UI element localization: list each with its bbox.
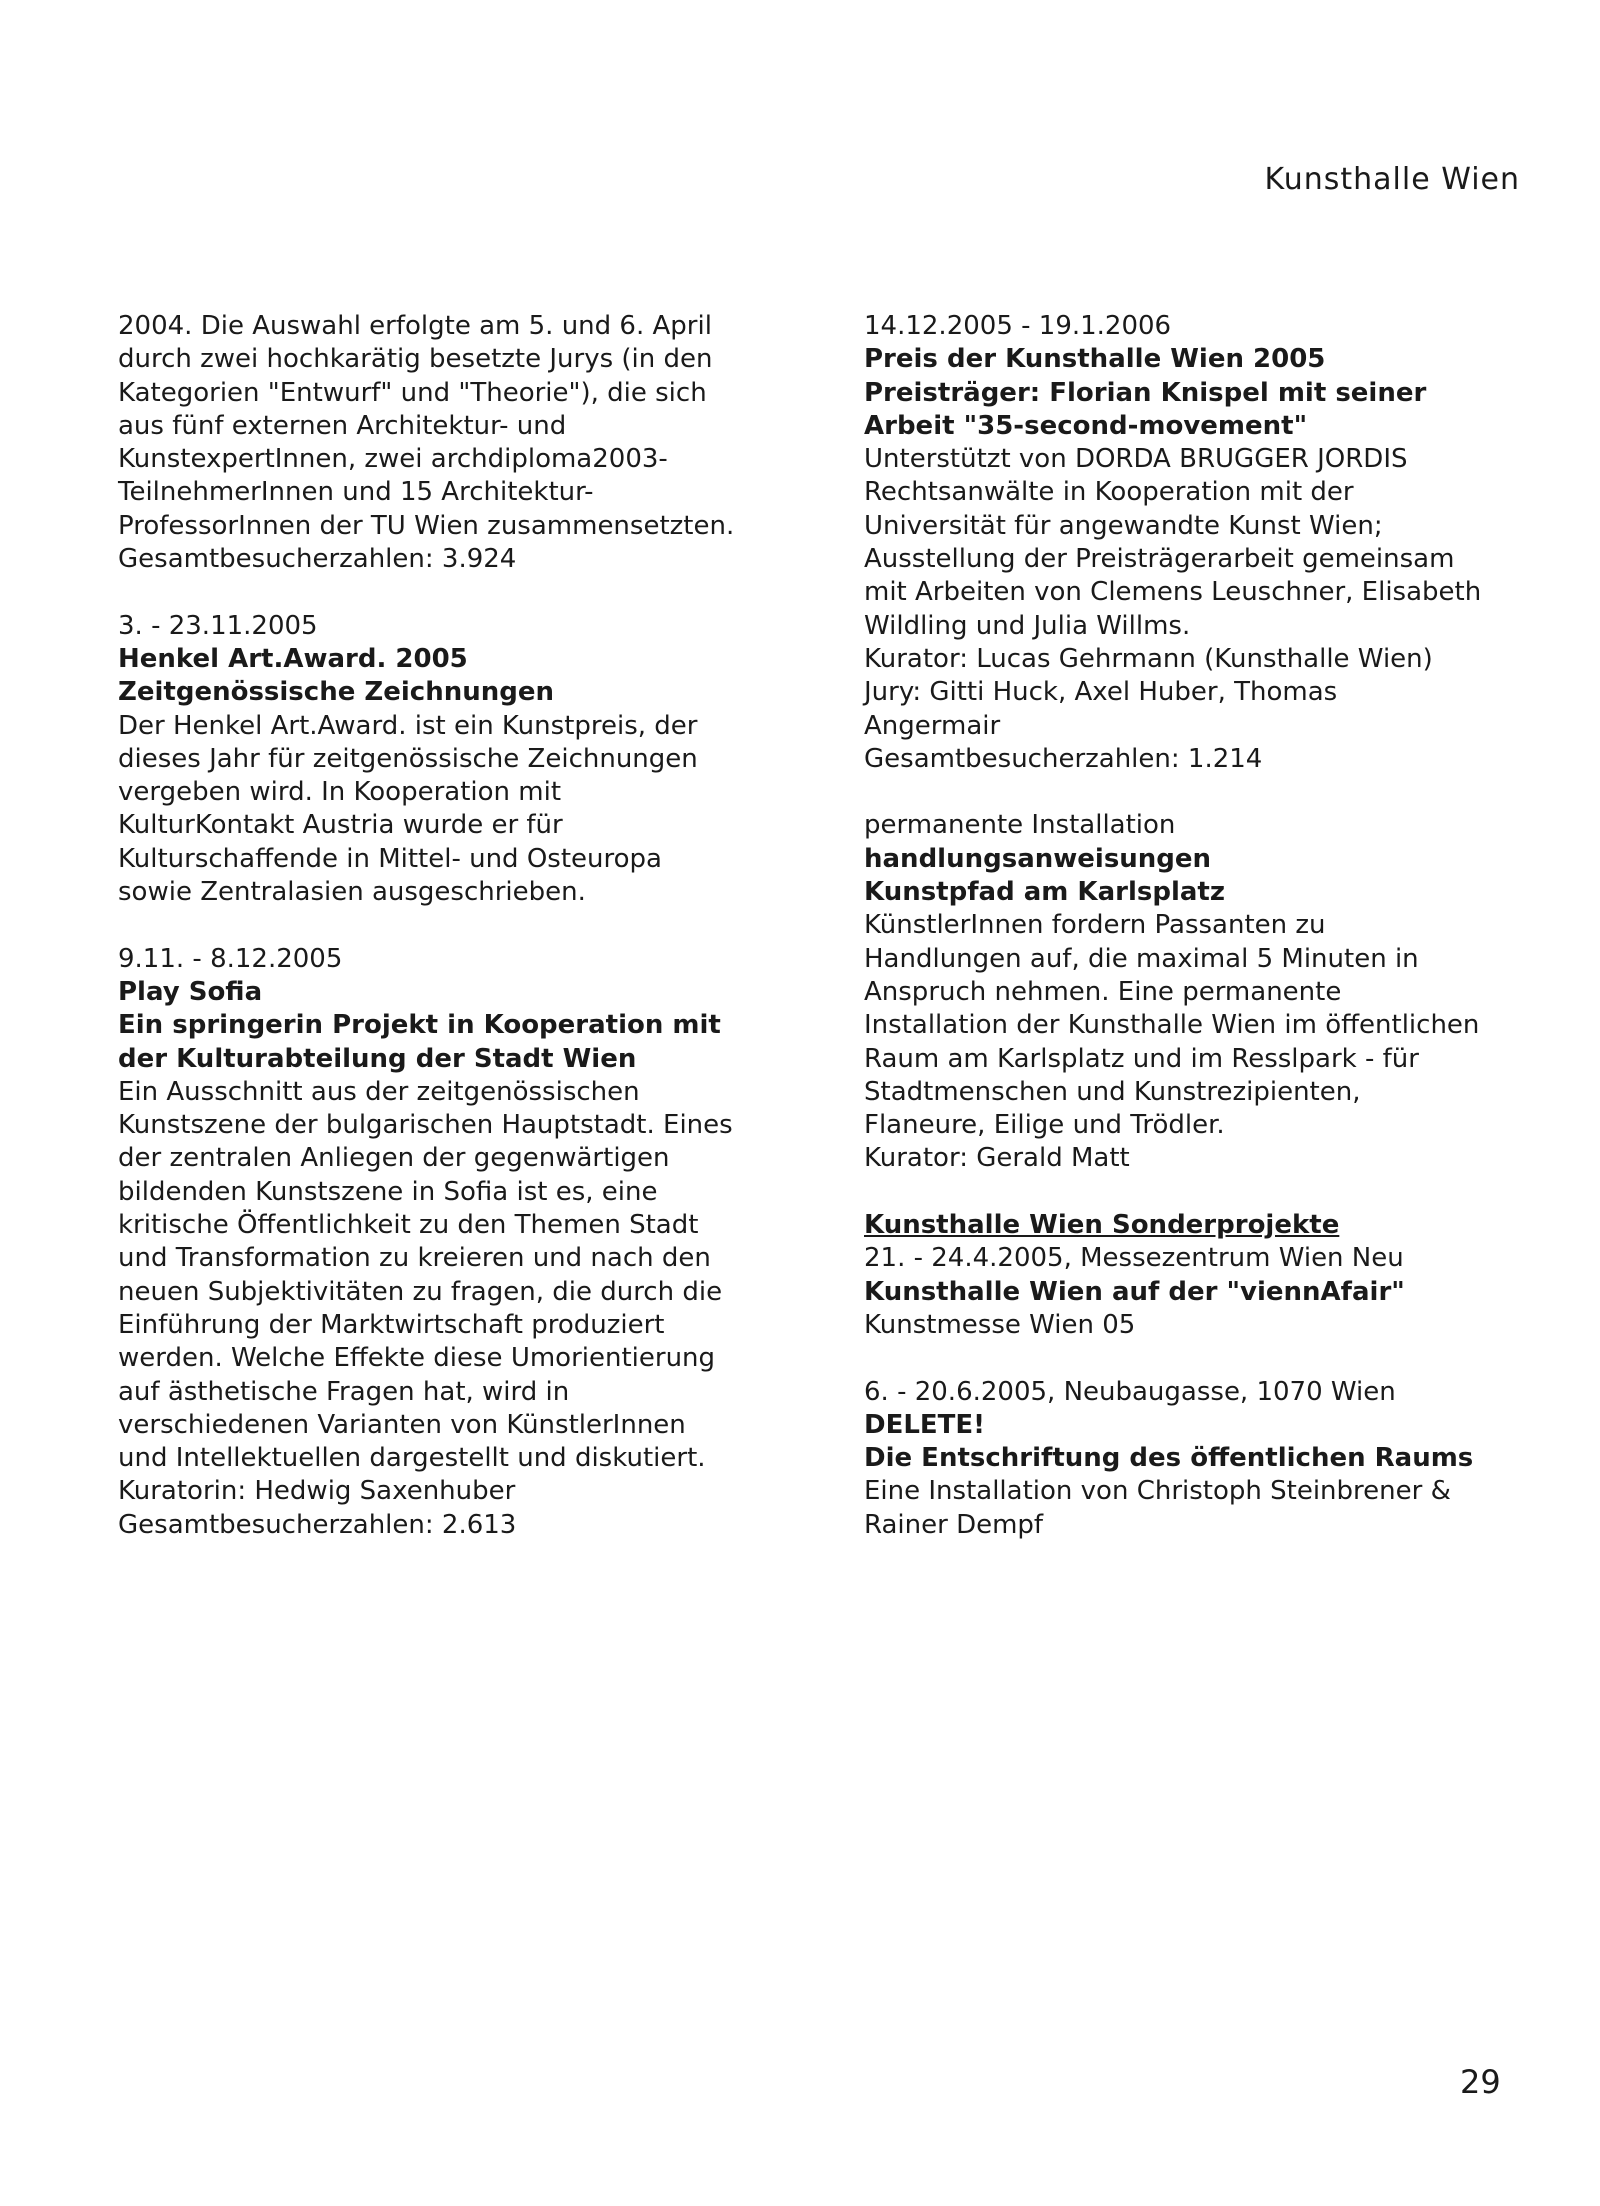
entry-text-line: Stadtmenschen und Kunstrezipienten,: [864, 1076, 1361, 1107]
left-entry: [118, 943, 808, 1542]
entry-text-line: 6. - 20.6.2005, Neubaugasse, 1070 Wien: [864, 1376, 1396, 1407]
entry-text-line: Kulturschaffende in Mittel- und Osteuropa: [118, 843, 662, 874]
entry-text-line: Handlungen auf, die maximal 5 Minuten in: [864, 943, 1419, 974]
entry-text-line: Raum am Karlsplatz und im Resslpark - für: [864, 1043, 1419, 1074]
entry-text-line: verschiedenen Varianten von KünstlerInnen: [118, 1409, 686, 1440]
entry-text-line: Kurator: Gerald Matt: [864, 1143, 1130, 1174]
entry-text-line: dieses Jahr für zeitgenössische Zeichnungen: [118, 743, 698, 774]
page-number: 29: [1460, 2063, 1501, 2101]
entry-text-line: werden. Welche Effekte diese Umorientierung: [118, 1343, 716, 1374]
entry-text-line: Einführung der Marktwirtschaft produziert: [118, 1309, 665, 1340]
entry-heading-line: Kunsthalle Wien Sonderprojekte: [864, 1210, 1340, 1241]
entry-heading-line: Kunsthalle Wien auf der "viennAfair": [864, 1276, 1405, 1307]
entry-text-line: Kategorien "Entwurf" und "Theorie"), die sich: [118, 377, 707, 408]
entry-text-line: der zentralen Anliegen der gegenwärtigen: [118, 1143, 670, 1174]
entry-text-line: Universität für angewandte Kunst Wien;: [864, 510, 1383, 541]
entry-heading-line: Zeitgenössische Zeichnungen: [118, 677, 554, 708]
entry-heading-line: Henkel Art.Award. 2005: [118, 643, 468, 674]
entry-text-line: Gesamtbesucherzahlen: 3.924: [118, 544, 517, 575]
entry-text-line: Flaneure, Eilige und Trödler.: [864, 1110, 1225, 1141]
right-column: [864, 310, 1554, 1542]
entry-text-line: Rechtsanwälte in Kooperation mit der: [864, 477, 1354, 508]
entry-text-line: Angermair: [864, 710, 1001, 741]
entry-text-line: KünstlerInnen fordern Passanten zu: [864, 910, 1326, 941]
entry-heading-line: Preis der Kunsthalle Wien 2005: [864, 344, 1326, 375]
running-header: Kunsthalle Wien: [1264, 162, 1520, 197]
entry-text-line: Jury: Gitti Huck, Axel Huber, Thomas: [864, 677, 1338, 708]
entry-text-line: durch zwei hochkarätig besetzte Jurys (in den: [118, 344, 713, 375]
entry-text-line: Unterstützt von DORDA BRUGGER JORDIS: [864, 444, 1408, 475]
entry-text-line: 2004. Die Auswahl erfolgte am 5. und 6. April: [118, 311, 712, 341]
entry-heading-line: DELETE!: [864, 1409, 986, 1440]
right-entry: [864, 809, 1554, 1175]
entry-heading-line: handlungsanweisungen: [864, 843, 1212, 874]
entry-heading-line: Die Entschriftung des öffentlichen Raums: [864, 1443, 1474, 1474]
entry-heading-line: Kunstpfad am Karlsplatz: [864, 877, 1225, 908]
entry-heading-line: Preisträger: Florian Knispel mit seiner: [864, 377, 1427, 408]
entry-text-line: Gesamtbesucherzahlen: 2.613: [118, 1509, 517, 1540]
entry-text-line: Ein Ausschnitt aus der zeitgenössischen: [118, 1076, 640, 1107]
entry-text-line: TeilnehmerInnen und 15 Architektur-: [118, 477, 594, 508]
entry-text-line: Gesamtbesucherzahlen: 1.214: [864, 743, 1263, 774]
entry-text-line: 14.12.2005 - 19.1.2006: [864, 311, 1172, 341]
right-entry: [864, 310, 1554, 776]
right-entry: [864, 1209, 1554, 1342]
entry-text-line: Kunstszene der bulgarischen Hauptstadt. Eines: [118, 1110, 733, 1141]
entry-text-line: Installation der Kunsthalle Wien im öffentlichen: [864, 1010, 1480, 1041]
entry-text-line: Der Henkel Art.Award. ist ein Kunstpreis, der: [118, 710, 698, 741]
entry-text-line: Kunstmesse Wien 05: [864, 1309, 1136, 1340]
entry-heading-line: Arbeit "35-second-movement": [864, 410, 1308, 441]
entry-text-line: sowie Zentralasien ausgeschrieben.: [118, 877, 586, 908]
entry-text-line: und Intellektuellen dargestellt und diskutiert.: [118, 1443, 706, 1474]
entry-text-line: und Transformation zu kreieren und nach den: [118, 1243, 711, 1274]
left-entry: [118, 610, 808, 910]
entry-text-line: ProfessorInnen der TU Wien zusammensetzten.: [118, 510, 735, 541]
entry-text-line: kritische Öffentlichkeit zu den Themen Stadt: [118, 1210, 699, 1241]
entry-text-line: mit Arbeiten von Clemens Leuschner, Elisabeth: [864, 577, 1482, 608]
entry-text-line: Eine Installation von Christoph Steinbrener &: [864, 1476, 1451, 1507]
entry-text-line: Kuratorin: Hedwig Saxenhuber: [118, 1476, 516, 1507]
entry-text-line: Rainer Dempf: [864, 1509, 1044, 1540]
entry-text-line: Wildling und Julia Willms.: [864, 610, 1191, 641]
entry-text-line: vergeben wird. In Kooperation mit: [118, 777, 562, 808]
entry-text-line: Ausstellung der Preisträgerarbeit gemeinsam: [864, 544, 1455, 575]
entry-heading-line: der Kulturabteilung der Stadt Wien: [118, 1043, 637, 1074]
left-column: [118, 310, 808, 1542]
entry-text-line: aus fünf externen Architektur- und: [118, 410, 567, 441]
entry-text-line: KulturKontakt Austria wurde er für: [118, 810, 563, 841]
entry-text-line: auf ästhetische Fragen hat, wird in: [118, 1376, 570, 1407]
entry-text-line: Anspruch nehmen. Eine permanente: [864, 976, 1342, 1007]
entry-heading-line: Ein springerin Projekt in Kooperation mit: [118, 1010, 721, 1041]
entry-text-line: Kurator: Lucas Gehrmann (Kunsthalle Wien): [864, 643, 1433, 674]
entry-heading-line: Play Sofia: [118, 976, 263, 1007]
entry-text-line: 3. - 23.11.2005: [118, 610, 318, 641]
entry-text-line: neuen Subjektivitäten zu fragen, die durch die: [118, 1276, 723, 1307]
entry-text-line: bildenden Kunstszene in Sofia ist es, eine: [118, 1176, 658, 1207]
entry-text-line: 21. - 24.4.2005, Messezentrum Wien Neu: [864, 1243, 1404, 1274]
entry-text-line: permanente Installation: [864, 810, 1176, 841]
right-entry: [864, 1376, 1554, 1542]
entry-text-line: KunstexpertInnen, zwei archdiploma2003-: [118, 444, 668, 475]
entry-text-line: 9.11. - 8.12.2005: [118, 943, 343, 974]
left-entry: [118, 310, 808, 576]
